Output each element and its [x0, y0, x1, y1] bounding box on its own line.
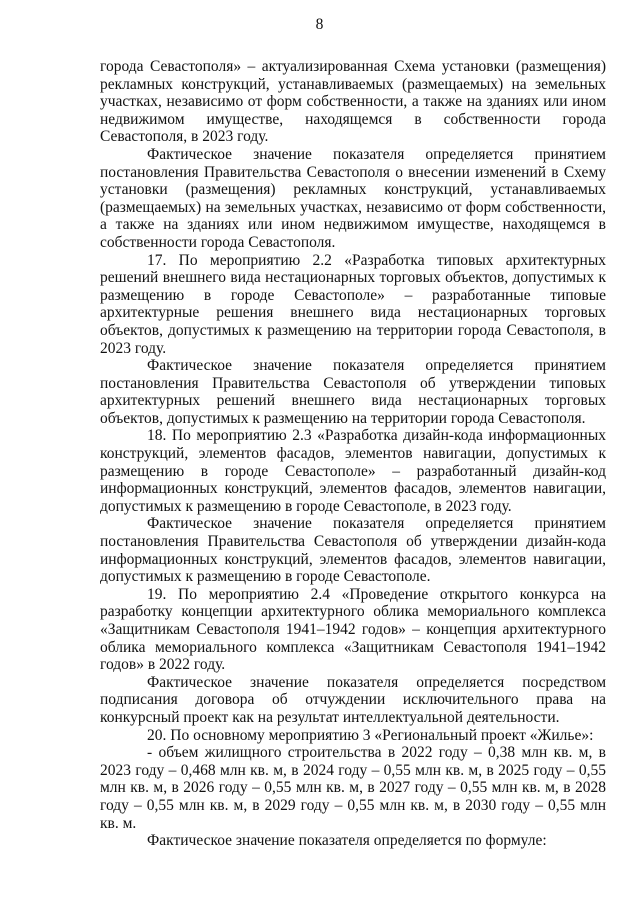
paragraph-scheme-indicator: Фактическое значение показателя определяется принятием постановления Правительства Севастополя о внесении изменений в Схему установки (размещения) рекламных конструкций, устанавливаемых (размещаемых) на земельных участках, независимо от форм собственности, а также на зданиях или ином недвижимом имуществе, находящемся в собственности города Севастополя. — [100, 145, 606, 251]
paragraph-formula-intro: Фактическое значение показателя определяется по формуле: — [147, 832, 547, 850]
paragraph-item-19-indicator: Фактическое значение показателя определяется посредством подписания договора об отчуждении исключительного права на конкурсный проект как на результат интеллектуальной деятельности. — [100, 673, 606, 726]
paragraph-scheme-continuation: города Севастополя» – актуализированная Схема установки (размещения) рекламных конструкций, устанавливаемых (размещаемых) на земельных участках, независимо от форм собственности, а также на зданиях или ином недвижимом имуществе, находящемся в собственности города Севастополя, в 2023 году. — [100, 58, 606, 146]
page-number: 8 — [315, 16, 324, 33]
paragraph-housing-volume-list: - объем жилищного строительства в 2022 году – 0,38 млн кв. м, в 2023 году – 0,468 млн кв. м, в 2024 году – 0,55 млн кв. м, в 2025 году – 0,55 млн кв. м, в 2026 году – 0,55 млн кв. м, в 2027 году – 0,55 млн кв. м, в 2028 году – 0,55 млн кв. м, в 2029 году – 0,55 млн кв. м, в 2030 году – 0,55 млн кв. м. — [100, 744, 606, 832]
paragraph-item-17: 17. По мероприятию 2.2 «Разработка типовых архитектурных решений внешнего вида нестационарных торговых объектов, допустимых к размещению в городе Севастополе» – разработанные типовые архитектурные решения внешнего вида нестационарных торговых объектов, допустимых к размещению на территории города Севастополя, в 2023 году. — [100, 251, 606, 357]
document-body — [100, 58, 606, 850]
paragraph-item-19: 19. По мероприятию 2.4 «Проведение открытого конкурса на разработку концепции архитектурного облика мемориального комплекса «Защитникам Севастополя 1941–1942 годов» – концепция архитектурного облика мемориального комплекса «Защитникам Севастополя 1941–1942 годов» в 2022 году. — [100, 585, 606, 674]
paragraph-item-17-indicator: Фактическое значение показателя определяется принятием постановления Правительства Севастополя об утверждении типовых архитектурных решений внешнего вида нестационарных торговых объектов, допустимых к размещению на территории города Севастополя. — [100, 357, 606, 427]
paragraph-item-20: 20. По основному мероприятию 3 «Региональный проект «Жилье»: — [147, 726, 594, 744]
paragraph-item-18-indicator: Фактическое значение показателя определяется принятием постановления Правительства Севастополя об утверждении дизайн-кода информационных конструкций, элементов фасадов, элементов навигации, допустимых к размещению в городе Севастополе. — [100, 515, 606, 586]
paragraph-item-18: 18. По мероприятию 2.3 «Разработка дизайн-кода информационных конструкций, элементов фасадов, элементов навигации, допустимых к размещению в городе Севастополе» – разработанный дизайн-код информационных конструкций, элементов фасадов, элементов навигации, допустимых к размещению в городе Севастополе, в 2023 году. — [100, 427, 606, 515]
